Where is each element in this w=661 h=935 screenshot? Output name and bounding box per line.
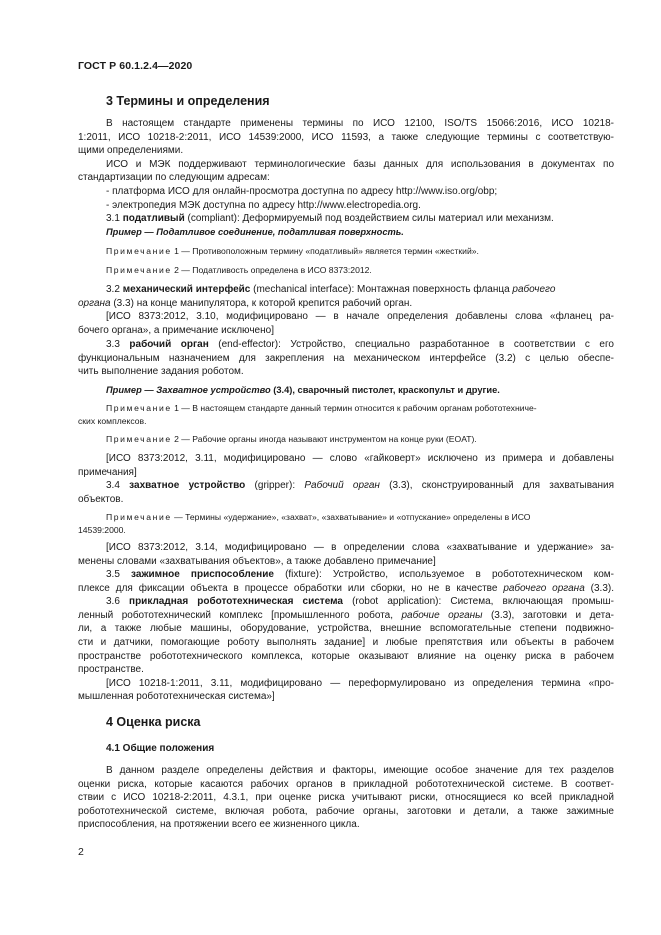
document-code-header: ГОСТ Р 60.1.2.4—2020 [78, 60, 193, 72]
term-number: 3.4 [106, 480, 130, 491]
paragraph-line: приспособления, на протяжении всего ее жизненного цикла. [78, 819, 360, 831]
term-definition: плексе для фиксации объекта в процессе обработки или сборки, но не в качестве [78, 582, 504, 594]
example-text: Пример — Податливое соединение, податливая поверхность. [106, 227, 404, 237]
term-3-2 [78, 283, 614, 337]
page-number: 2 [78, 846, 84, 858]
term-name: зажимное приспособление [131, 569, 274, 580]
note-text: 1 — В настоящем стандарте данный термин относится к рабочим органам робототехниче- [171, 403, 537, 413]
paragraph-line: ствии с ИСО 10218-2:2011, 4.3.1, при оценке риска учитывают риски, относящиеся ко всей прикладной [78, 792, 614, 804]
term-definition: чить выполнение задания роботом. [78, 366, 244, 378]
term-3-1-note-2 [78, 264, 614, 277]
source-note: [ИСО 10218-1:2011, 3.11, модифицировано — переформулировано из определения термина «про- [106, 677, 614, 689]
section-3-intro [78, 117, 614, 226]
term-reference: рабочего органа [503, 582, 585, 594]
term-definition: (fixture): Устройство, используемое в робототехническом ком- [273, 569, 615, 580]
note-text: 14539:2000. [78, 525, 126, 535]
term-number: 3.5 [106, 569, 132, 580]
term-number: 3.2 [106, 284, 123, 295]
paragraph-line: робототехнической системе, включая робота, рабочие органы, заготовки и детали, а также зажимные [78, 805, 614, 817]
list-item-iec: - электропедия МЭК доступна по адресу http://www.electropedia.org. [106, 199, 421, 211]
note-label: Примечание [106, 434, 172, 444]
term-3-4 [78, 479, 614, 506]
term-3-4-note [78, 511, 614, 537]
term-reference: рабочие органы [401, 609, 483, 621]
source-note: мышленная робототехническая система»] [78, 691, 275, 703]
term-definition: (compliant): Деформируемый под воздействием силы материал или механизм. [184, 213, 554, 225]
source-note: примечания] [78, 466, 137, 478]
term-definition: сти и датчики, помогающие роботу выполнять задание] и любые препятствия или объекты в рабочем [78, 636, 614, 648]
example-text: (3.4), сварочный пистолет, краскопульт и другие. [270, 385, 500, 395]
term-definition: (mechanical interface): Монтажная поверхность фланца [250, 284, 513, 295]
term-definition: (3.3), сконструированный для захватывания [379, 480, 614, 491]
note-label: Примечание [106, 265, 172, 275]
term-reference: рабочего [512, 284, 556, 295]
term-name: податливый [122, 213, 185, 225]
term-name: прикладная робототехническая система [129, 596, 343, 608]
term-3-1 [78, 212, 614, 226]
subsection-4-1-heading: 4.1 Общие положения [106, 743, 215, 754]
term-3-3-note-2 [78, 433, 614, 446]
term-name: захватное устройство [129, 480, 246, 491]
paragraph-line: оценки риска, которые касаются рабочих органов в прикладной робототехнической системе. В соответ- [78, 778, 614, 790]
section-3-heading: 3 Термины и определения [106, 94, 270, 108]
example-text: Пример — Захватное устройство [106, 385, 271, 395]
term-definition: (3.3). [584, 582, 614, 594]
term-reference: органа [78, 297, 111, 309]
source-note: [ИСО 8373:2012, 3.14, модифицировано — в определении слова «захватывание и удержание» за- [106, 542, 614, 553]
source-note: [ИСО 8373:2012, 3.11, модифицировано — слово «гайковерт» исключено из примера и добавлены [106, 453, 614, 464]
term-definition: функциональным назначением для закрепления на механическом интерфейсе (3.2) с целью обеспе- [78, 352, 614, 364]
term-reference: Рабочий орган [304, 480, 380, 491]
term-3-3-source [78, 452, 614, 479]
intro-line: щими определениями. [78, 145, 184, 157]
term-3-3 [78, 338, 614, 379]
source-note: менены словами «захватывания объектов», а также добавлено примечание] [78, 555, 436, 567]
section-4-1-paragraph [78, 764, 614, 832]
term-3-3-example [78, 384, 614, 398]
term-number: 3.6 [106, 596, 130, 608]
term-definition: пространстве. [78, 664, 144, 676]
note-text: 1 — Противоположным термину «податливый» является термин «жесткий». [171, 246, 479, 256]
intro-line: В настоящем стандарте применены термины по ИСО 12100, ISO/TS 15066:2016, ИСО 10218- [106, 118, 614, 129]
note-text: 2 — Рабочие органы иногда называют инструментом на конце руки (EOAT). [171, 434, 477, 444]
intro-line: 1:2011, ИСО 10218-2:2011, ИСО 14539:2000, ИСО 11593, а также следующие термины с соответствую- [78, 131, 614, 143]
term-3-4-source [78, 541, 614, 568]
note-text: ских комплексов. [78, 416, 147, 426]
term-name: рабочий орган [129, 339, 209, 350]
note-label: Примечание [106, 403, 172, 413]
term-3-1-example [78, 226, 614, 240]
intro-line: стандартизации по следующим адресам: [78, 172, 270, 184]
source-note: [ИСО 8373:2012, 3.10, модифицировано — в начале определения добавлены слова «фланец ра- [106, 311, 614, 323]
list-item-iso: - платформа ИСО для онлайн-просмотра доступна по адресу http://www.iso.org/obp; [106, 185, 498, 197]
term-number: 3.1 [106, 213, 123, 225]
term-definition: (robot application): Система, включающая промыш- [342, 596, 614, 608]
term-3-3-note-1 [78, 402, 614, 428]
term-name: механический интерфейс [122, 284, 251, 295]
term-3-1-note-1 [78, 245, 614, 258]
section-4-heading: 4 Оценка риска [106, 715, 201, 729]
note-text: 2 — Податливость определена в ИСО 8373:2012. [171, 265, 372, 275]
term-definition: (end-effector): Устройство, специально разработанное в соответствии с его [208, 339, 614, 350]
term-definition: (3.3) на конце манипулятора, к которой крепится рабочий орган. [110, 297, 413, 309]
term-3-5-3-6: 3.5 зажимное приспособление (fixture): Устройство, используемое в робототехническом ком- плексе для фиксации объекта в процессе обработки или сборки, но не в качестве рабочего органа (3.3). 3.6 прикладная робототехническая система (robot application): Система, включающая промыш- ленный робототехнический комплекс [промышленного робота, рабочие органы (3.3), заготовки и дета- ли, а также любые машины, оборудование, устройства, внешние вспомогательные степени подвижно- сти и датчики, помогающие роботу выполнять задание] и любые препятствия или объекты в рабочем пространстве робототехнического комплекса, которые оказывают влияние на оценку риска в рабочем пространстве. [ИСО 10218-1:2011, 3.11, модифицировано — переформулировано из определения термина «про- мышленная робототехническая система»] [78, 569, 615, 703]
term-definition: ленный робототехнический комплекс [промышленного робота, [78, 609, 402, 621]
note-label: Примечание [106, 512, 172, 522]
note-text: — Термины «удержание», «захват», «захватывание» и «отпускание» определены в ИСО [171, 512, 531, 522]
paragraph-line: В данном разделе определены действия и факторы, имеющие особое значение для тех разделов [106, 765, 614, 776]
term-number: 3.3 [106, 339, 130, 350]
note-label: Примечание [106, 246, 172, 256]
term-definition: (gripper): [245, 480, 305, 491]
term-definition: объектов. [78, 493, 124, 505]
term-definition: пространстве робототехнического комплекса, которые оказывают влияние на оценку риска в рабочем [78, 650, 614, 662]
source-note: бочего органа», а примечание исключено] [78, 324, 274, 336]
intro-line: ИСО и МЭК поддерживают терминологические базы данных для использования в документах по [106, 158, 614, 170]
